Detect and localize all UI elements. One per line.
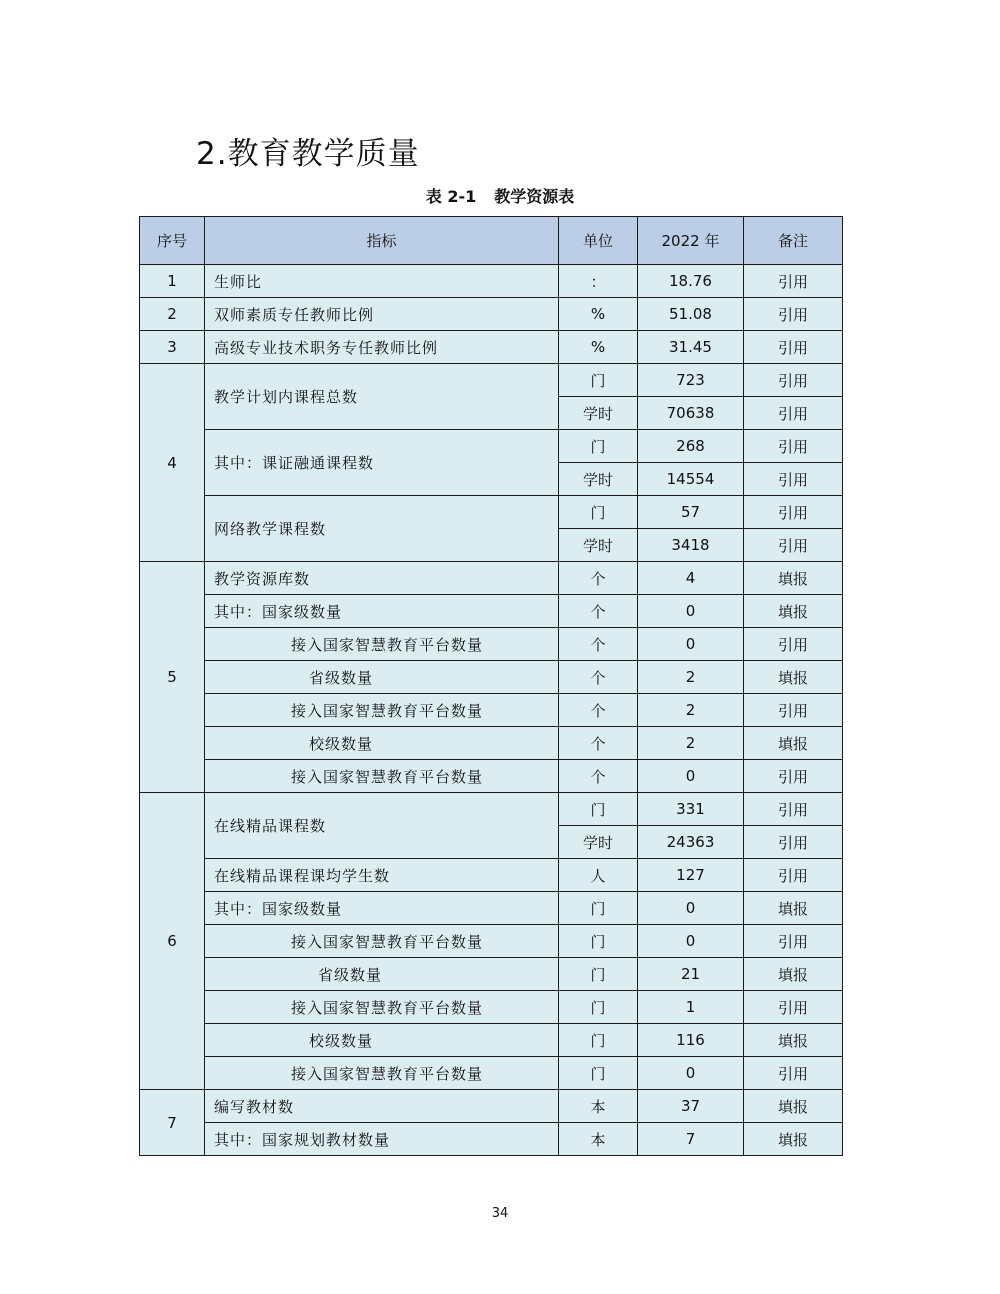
table-row	[140, 595, 843, 628]
note-cell: 引用	[744, 331, 843, 364]
value-cell: 37	[638, 1090, 744, 1123]
unit-cell: 门	[559, 496, 638, 529]
table-caption	[0, 184, 1000, 207]
seq-cell: 3	[140, 331, 205, 364]
value-cell: 0	[638, 925, 744, 958]
indicator-cell: 接入国家智慧教育平台数量	[205, 628, 559, 661]
table-row	[140, 694, 843, 727]
table-row	[140, 1090, 843, 1123]
table-row	[140, 496, 843, 529]
unit-cell: 本	[559, 1123, 638, 1156]
indicator-cell: 在线精品课程数	[205, 793, 559, 859]
value-cell: 268	[638, 430, 744, 463]
header-indicator: 指标	[205, 217, 559, 265]
table-caption-title: 教学资源表	[494, 187, 575, 206]
unit-cell: 个	[559, 760, 638, 793]
table-row	[140, 265, 843, 298]
indicator-cell: 教学资源库数	[205, 562, 559, 595]
seq-cell: 4	[140, 364, 205, 562]
table-row	[140, 1024, 843, 1057]
teaching-resources-table	[139, 216, 843, 1156]
indicator-cell: 接入国家智慧教育平台数量	[205, 760, 559, 793]
note-cell: 引用	[744, 298, 843, 331]
note-cell: 引用	[744, 793, 843, 826]
value-cell: 3418	[638, 529, 744, 562]
table-row	[140, 925, 843, 958]
unit-cell: 门	[559, 991, 638, 1024]
value-cell: 723	[638, 364, 744, 397]
note-cell: 填报	[744, 562, 843, 595]
value-cell: 0	[638, 760, 744, 793]
note-cell: 引用	[744, 991, 843, 1024]
unit-cell: 个	[559, 694, 638, 727]
table-row	[140, 727, 843, 760]
indicator-cell: 教学计划内课程总数	[205, 364, 559, 430]
value-cell: 70638	[638, 397, 744, 430]
page-number: 34	[491, 1206, 509, 1221]
unit-cell: 门	[559, 430, 638, 463]
table-row	[140, 760, 843, 793]
section-title: 2.教育教学质量	[196, 136, 420, 172]
note-cell: 引用	[744, 925, 843, 958]
table-row	[140, 793, 843, 826]
indicator-cell: 高级专业技术职务专任教师比例	[205, 331, 559, 364]
seq-cell: 7	[140, 1090, 205, 1156]
unit-cell: 门	[559, 793, 638, 826]
value-cell: 331	[638, 793, 744, 826]
value-cell: 4	[638, 562, 744, 595]
table-row	[140, 991, 843, 1024]
note-cell: 引用	[744, 529, 843, 562]
indicator-cell: 省级数量	[205, 661, 559, 694]
indicator-cell: 接入国家智慧教育平台数量	[205, 694, 559, 727]
value-cell: 31.45	[638, 331, 744, 364]
unit-cell: 门	[559, 1024, 638, 1057]
unit-cell: 门	[559, 958, 638, 991]
unit-cell: 门	[559, 892, 638, 925]
unit-cell: %	[559, 331, 638, 364]
note-cell: 填报	[744, 1123, 843, 1156]
note-cell: 填报	[744, 958, 843, 991]
table-row	[140, 562, 843, 595]
indicator-cell: 其中：国家级数量	[205, 595, 559, 628]
note-cell: 填报	[744, 595, 843, 628]
indicator-cell: 其中：国家级数量	[205, 892, 559, 925]
unit-cell: 本	[559, 1090, 638, 1123]
table-row	[140, 1057, 843, 1090]
note-cell: 填报	[744, 1024, 843, 1057]
value-cell: 2	[638, 727, 744, 760]
value-cell: 14554	[638, 463, 744, 496]
unit-cell: 学时	[559, 529, 638, 562]
unit-cell: 学时	[559, 826, 638, 859]
value-cell: 116	[638, 1024, 744, 1057]
header-note: 备注	[744, 217, 843, 265]
header-seq: 序号	[140, 217, 205, 265]
unit-cell: 学时	[559, 463, 638, 496]
seq-cell: 2	[140, 298, 205, 331]
header-unit: 单位	[559, 217, 638, 265]
indicator-cell: 其中：课证融通课程数	[205, 430, 559, 496]
unit-cell: 个	[559, 727, 638, 760]
value-cell: 2	[638, 661, 744, 694]
seq-cell: 1	[140, 265, 205, 298]
value-cell: 2	[638, 694, 744, 727]
note-cell: 引用	[744, 496, 843, 529]
note-cell: 引用	[744, 760, 843, 793]
note-cell: 引用	[744, 265, 843, 298]
unit-cell: 个	[559, 562, 638, 595]
unit-cell: 门	[559, 364, 638, 397]
unit-cell: 个	[559, 628, 638, 661]
value-cell: 24363	[638, 826, 744, 859]
note-cell: 引用	[744, 859, 843, 892]
note-cell: 填报	[744, 661, 843, 694]
table-row	[140, 298, 843, 331]
table-row	[140, 331, 843, 364]
table-row	[140, 892, 843, 925]
seq-cell: 5	[140, 562, 205, 793]
table-row	[140, 661, 843, 694]
value-cell: 0	[638, 892, 744, 925]
value-cell: 18.76	[638, 265, 744, 298]
indicator-cell: 校级数量	[205, 1024, 559, 1057]
note-cell: 填报	[744, 1090, 843, 1123]
note-cell: 填报	[744, 892, 843, 925]
note-cell: 引用	[744, 364, 843, 397]
unit-cell: ：	[559, 265, 638, 298]
indicator-cell: 编写教材数	[205, 1090, 559, 1123]
indicator-cell: 接入国家智慧教育平台数量	[205, 1057, 559, 1090]
table-row	[140, 364, 843, 397]
note-cell: 引用	[744, 463, 843, 496]
indicator-cell: 校级数量	[205, 727, 559, 760]
unit-cell: 门	[559, 925, 638, 958]
note-cell: 引用	[744, 1057, 843, 1090]
indicator-cell: 其中：国家规划教材数量	[205, 1123, 559, 1156]
value-cell: 21	[638, 958, 744, 991]
value-cell: 127	[638, 859, 744, 892]
note-cell: 引用	[744, 694, 843, 727]
indicator-cell: 网络教学课程数	[205, 496, 559, 562]
table-row	[140, 430, 843, 463]
value-cell: 0	[638, 628, 744, 661]
unit-cell: 个	[559, 661, 638, 694]
value-cell: 0	[638, 1057, 744, 1090]
indicator-cell: 在线精品课程课均学生数	[205, 859, 559, 892]
table-row	[140, 1123, 843, 1156]
unit-cell: %	[559, 298, 638, 331]
indicator-cell: 双师素质专任教师比例	[205, 298, 559, 331]
indicator-cell: 生师比	[205, 265, 559, 298]
note-cell: 引用	[744, 826, 843, 859]
table-header-row	[140, 217, 843, 265]
value-cell: 0	[638, 595, 744, 628]
seq-cell: 6	[140, 793, 205, 1090]
table-row	[140, 859, 843, 892]
unit-cell: 门	[559, 1057, 638, 1090]
indicator-cell: 省级数量	[205, 958, 559, 991]
indicator-cell: 接入国家智慧教育平台数量	[205, 991, 559, 1024]
table-caption-number: 表 2-1	[425, 187, 477, 206]
indicator-cell: 接入国家智慧教育平台数量	[205, 925, 559, 958]
table-row	[140, 958, 843, 991]
header-year: 2022 年	[638, 217, 744, 265]
value-cell: 51.08	[638, 298, 744, 331]
note-cell: 引用	[744, 397, 843, 430]
note-cell: 引用	[744, 430, 843, 463]
value-cell: 1	[638, 991, 744, 1024]
table-row	[140, 628, 843, 661]
unit-cell: 个	[559, 595, 638, 628]
value-cell: 7	[638, 1123, 744, 1156]
unit-cell: 人	[559, 859, 638, 892]
note-cell: 填报	[744, 727, 843, 760]
unit-cell: 学时	[559, 397, 638, 430]
note-cell: 引用	[744, 628, 843, 661]
value-cell: 57	[638, 496, 744, 529]
